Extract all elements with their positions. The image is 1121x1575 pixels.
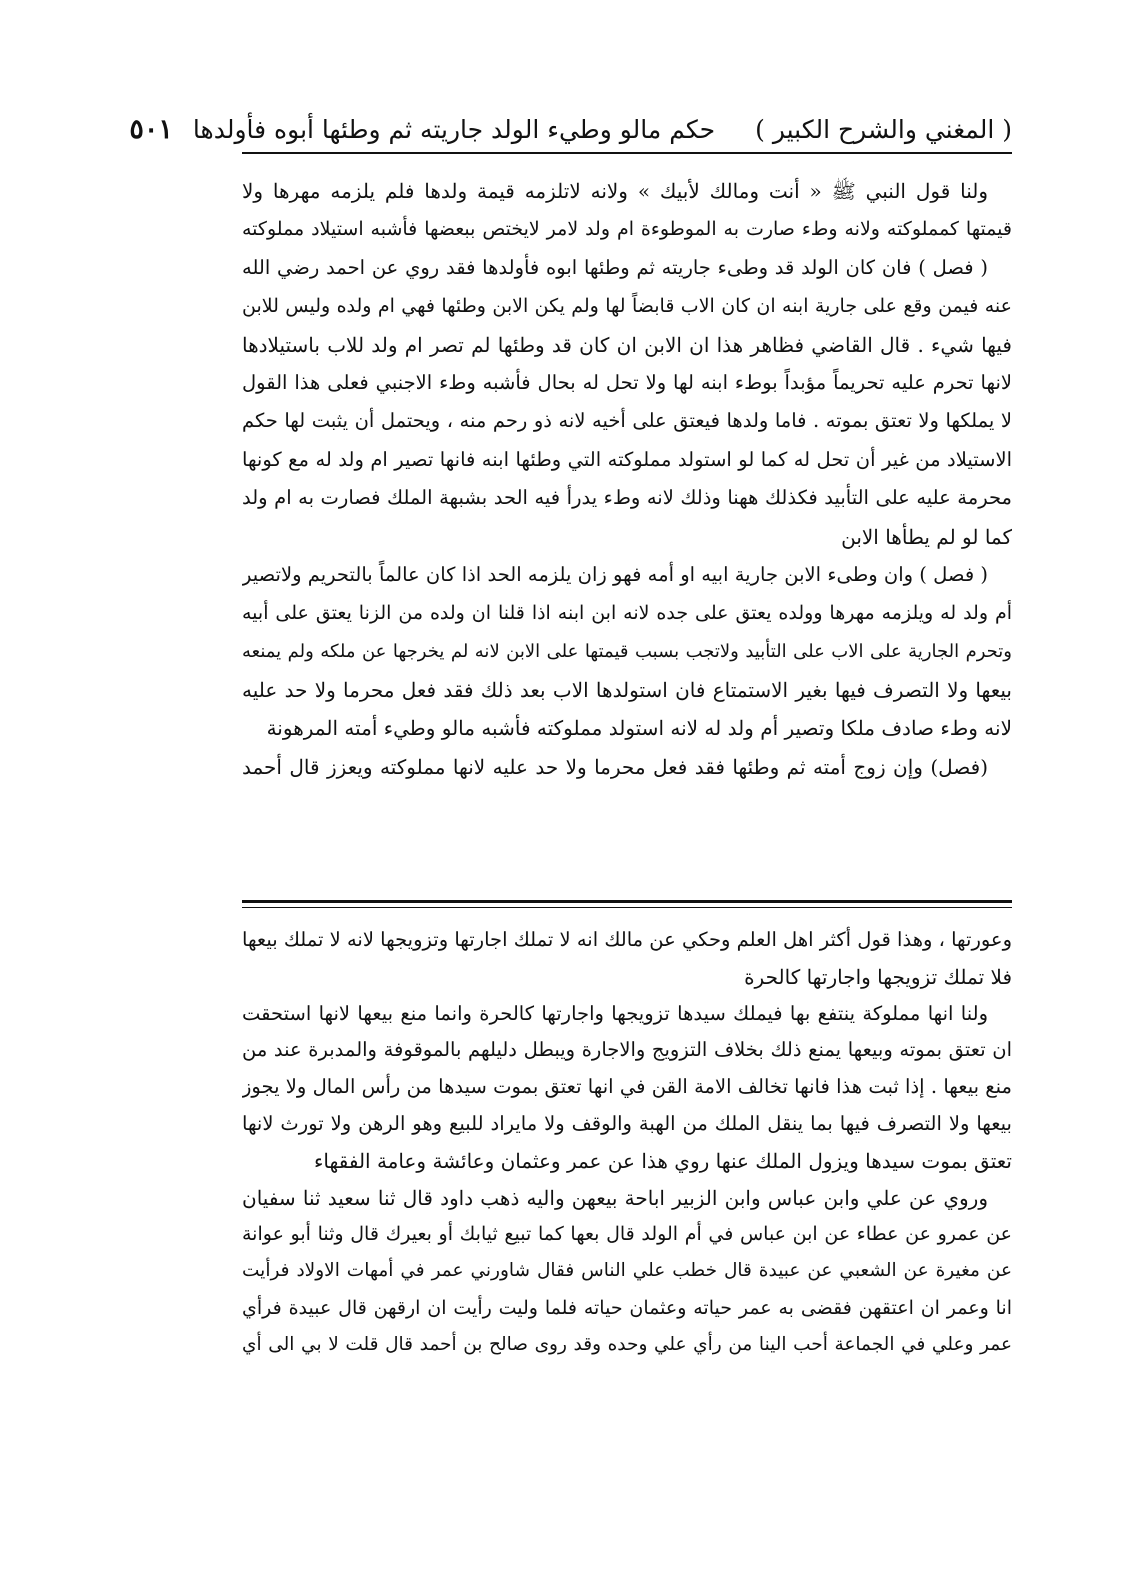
page-header [129,108,1012,152]
text-line: منع بيعها . إذا ثبت هذا فانها تخالف الامة القن في انها تعتق بموت سيدها من رأس المال ولا يجوز [242,1075,1012,1099]
text-line: عنه فيمن وقع على جارية ابنه ان كان الاب قابضاً لها ولم يكن الابن وطئها فهي ام ولده وليس للابن [242,295,1012,318]
text-line: ولنا انها مملوكة ينتفع بها فيملك سيدها تزويجها واجارتها كالحرة وانما منع بيعها لانها استحقت [242,1001,988,1025]
text-line: عن مغيرة عن الشعبي عن عبيدة قال خطب علي الناس فقال شاورني عمر في أمهات الاولاد فرأيت [242,1260,1012,1282]
text-line: عمر وعلي في الجماعة أحب الينا من رأي علي وحده وقد روى صالح بن أحمد قال قلت لا بي الى أي [242,1333,1012,1355]
header-rule [242,152,1012,154]
text-line: تعتق بموت سيدها ويزول الملك عنها روي هذا عن عمر وعثمان وعائشة وعامة الفقهاء [314,1148,1012,1173]
text-line: الاستيلاد من غير أن تحل له كما لو استولد مملوكته التي وطئها ابنه فانها تصير ام ولد له مع كونها [242,447,1012,471]
text-line: عن عمرو عن عطاء عن ابن عباس في أم الولد قال بعها كما تبيع ثيابك أو بعيرك قال وثنا أبو عوانة [242,1223,1012,1246]
book-title: ( المغني والشرح الكبير ) [755,115,1012,144]
text-line: قيمتها كمملوكته ولانه وطء صارت به الموطوءة ام ولد لامر لايختص ببعضها فأشبه استيلاد مملوكته [242,218,1012,241]
page-number: ٥٠١ [129,114,173,145]
text-line: بيعها ولا التصرف فيها بغير الاستمتاع فان استولدها الاب بعد ذلك فقد فعل محرما ولا حد عليه [242,678,1012,703]
text-line: أم ولد له ويلزمه مهرها وولده يعتق على جده لانه ابن ابنه اذا قلنا ان ولده من الزنا يعتق على أبيه [242,602,1012,625]
text-line: ولنا قول النبي ﷺ « أنت ومالك لأبيك » ولانه لاتلزمه قيمة ولدها فلم يلزمه مهرها ولا [242,179,988,203]
text-line: لانها تحرم عليه تحريماً مؤبداً بوطء ابنه لها ولا تحل له بحال فأشبه وطء الاجنبي فعلى هذا القول [242,370,1012,394]
main-text [242,172,1012,786]
text-line: بيعها ولا التصرف فيها بما ينقل الملك من الهبة والوقف ولا مايراد للبيع وهو الرهن ولا تورث لانها [242,1111,1012,1135]
text-line: ( فصل ) فان كان الولد قد وطىء جاريته ثم وطئها ابوه فأولدها فقد روي عن احمد رضي الله [242,255,988,279]
commentary-text [242,922,1012,1364]
text-line: ان تعتق بموته وبيعها يمنع ذلك بخلاف التزويج والاجارة ويبطل دليلهم بالموقوفة والمدبرة عند من [242,1038,1012,1062]
text-line: وتحرم الجارية على الاب على التأبيد ولاتجب بسبب قيمتها على الابن لانه لم يخرجها عن ملكه ولم يمنعه [242,640,1012,662]
text-line: ( فصل ) وان وطىء الابن جارية ابيه او أمه فهو زان يلزمه الحد اذا كان عالماً بالتحريم ولاتصير [242,562,988,586]
text-line: كما لو لم يطأها الابن [841,524,1012,549]
text-line: (فصل) وإن زوج أمته ثم وطئها فقد فعل محرما ولا حد عليه لانها مملوكته ويعزز قال أحمد [242,754,988,779]
section-divider-thin [242,907,1012,908]
text-line: محرمة عليه على التأبيد فكذلك ههنا وذلك لانه وطء يدرأ فيه الحد بشبهة الملك فصارت به ام ولد [242,486,1012,510]
text-line: فيها شيء . قال القاضي فظاهر هذا ان الابن ان كان قد وطئها لم تصر ام ولد للاب باستيلادها [242,332,1012,357]
text-line: وعورتها ، وهذا قول أكثر اهل العلم وحكي عن مالك انه لا تملك اجارتها وتزويجها لانه لا تملك بيعها [242,928,1012,951]
text-line: لانه وطء صادف ملكا وتصير أم ولد له لانه استولد مملوكته فأشبه مالو وطيء أمته المرهونة [266,716,1012,741]
text-line: انا وعمر ان اعتقهن فقضى به عمر حياته وعثمان حياته فلما وليت رأيت ان ارقهن قال عبيدة فرأي [242,1296,1012,1319]
text-line: لا يملكها ولا تعتق بموته . فاما ولدها فيعتق على أخيه لانه ذو رحم منه ، ويحتمل أن يثبت لها حكم [242,409,1012,433]
text-line: فلا تملك تزويجها واجارتها كالحرة [744,964,1012,989]
text-line: وروي عن علي وابن عباس وابن الزبير اباحة بيعهن واليه ذهب داود قال ثنا سعيد ثنا سفيان [242,1185,988,1210]
section-divider [242,900,1012,903]
section-title: حكم مالو وطيء الولد جاريته ثم وطئها أبوه فأولدها [192,115,716,144]
